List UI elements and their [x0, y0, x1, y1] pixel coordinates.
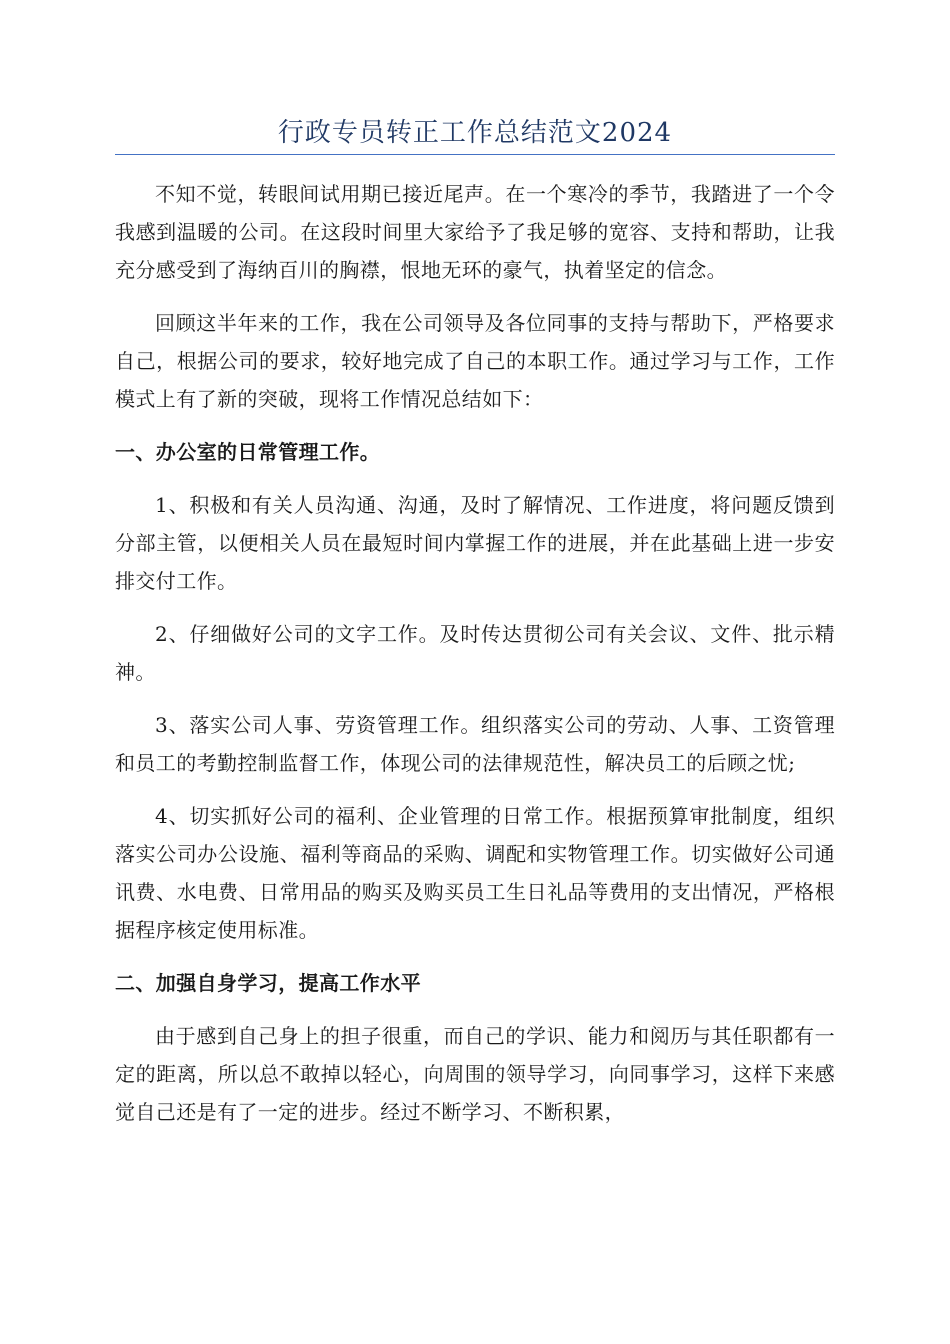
title-underline	[115, 154, 835, 155]
item-paragraph-2: 2、仔细做好公司的文字工作。及时传达贯彻公司有关会议、文件、批示精神。	[115, 622, 835, 684]
section-heading-2: 二、加强自身学习，提高工作水平	[115, 971, 421, 995]
study-paragraph: 由于感到自己身上的担子很重，而自己的学识、能力和阅历与其任职都有一定的距离，所以总不敢掉以轻心，向周围的领导学习，向同事学习，这样下来感觉自己还是有了一定的进步。经过不断学习、不断积累，	[115, 1024, 835, 1124]
section-heading-1: 一、办公室的日常管理工作。	[115, 440, 381, 464]
item-paragraph-4: 4、切实抓好公司的福利、企业管理的日常工作。根据预算审批制度，组织落实公司办公设施、福利等商品的采购、调配和实物管理工作。切实做好公司通讯费、水电费、日常用品的购买及购买员工生日礼品等费用的支出情况，严格根据程序核定使用标准。	[115, 804, 835, 942]
review-paragraph: 回顾这半年来的工作，我在公司领导及各位同事的支持与帮助下，严格要求自己，根据公司的要求，较好地完成了自己的本职工作。通过学习与工作，工作模式上有了新的突破，现将工作情况总结如下：	[115, 311, 835, 411]
intro-paragraph: 不知不觉，转眼间试用期已接近尾声。在一个寒冷的季节，我踏进了一个令我感到温暖的公司。在这段时间里大家给予了我足够的宽容、支持和帮助，让我充分感受到了海纳百川的胸襟，恨地无环的豪气，执着坚定的信念。	[115, 182, 835, 282]
page-title: 行政专员转正工作总结范文2024	[277, 118, 673, 148]
document-body	[115, 175, 835, 1146]
item-paragraph-3: 3、落实公司人事、劳资管理工作。组织落实公司的劳动、人事、工资管理和员工的考勤控制监督工作，体现公司的法律规范性，解决员工的后顾之忧;	[115, 713, 835, 775]
item-paragraph-1: 1、积极和有关人员沟通、沟通，及时了解情况、工作进度，将问题反馈到分部主管，以便相关人员在最短时间内掌握工作的进展，并在此基础上进一步安排交付工作。	[115, 493, 835, 593]
